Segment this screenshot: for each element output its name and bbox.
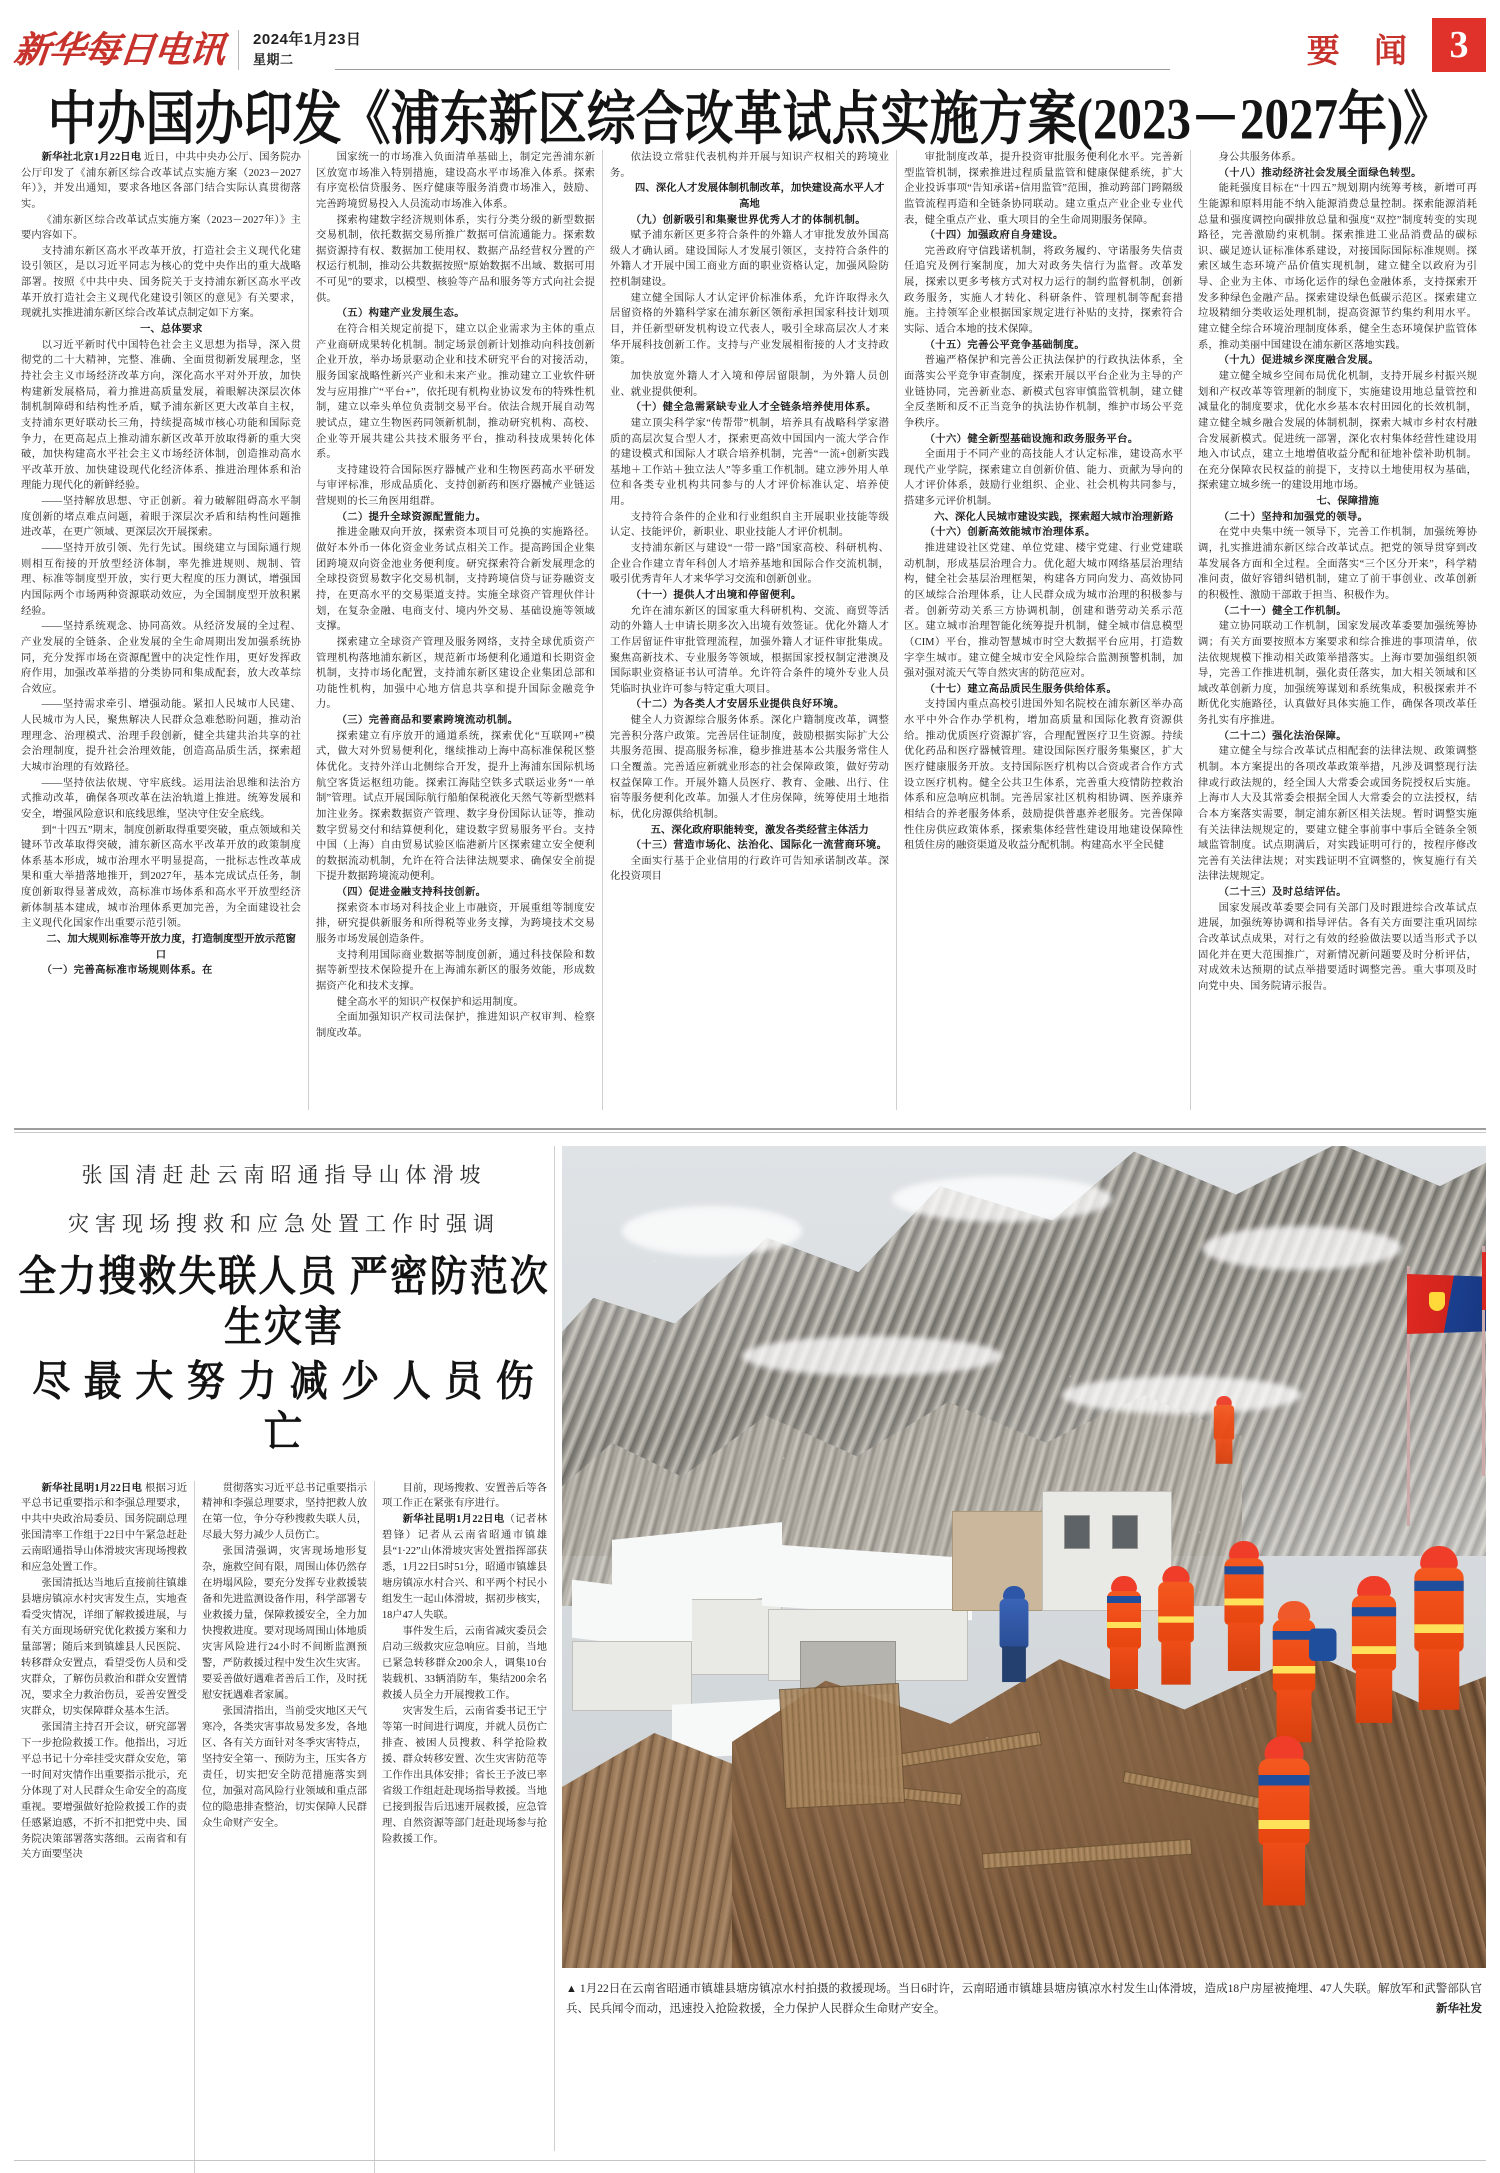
article-paragraph: 探索构建数字经济规则体系，实行分类分级的新型数据交易机制，依托数据交易所推广数据可信流通能力。探索数据资源持有权、数据加工使用权、数据产品经营权分置的产权运行机制，推动公共数据按照“原始数据不出域、数据可用不可见”的要求，以模型、核验等产品和服务等方式向社会提供。 — [316, 214, 595, 304]
article-paragraph: 探索建立全球资产管理及服务网络，支持全球优质资产管理机构落地浦东新区，规范新市场便利化通道和长期资金机制，支持市场化配置，支持浦东新区建设企业集团总部和功能性机构，加强中心地方信息共享和提升国际金融竞争力。 — [316, 636, 595, 711]
article-paragraph: 到“十四五”期末，制度创新取得重要突破，重点领域和关键环节改革取得突破，浦东新区高水平改革开放的政策制度体系基本形成，城市治理水平明显提高，一批标志性改革成果和重大举措落地推开，到2027年，基本完成试点任务，制度创新取得显著成效，高标准市场体系和高水平开放型经济新体制基本建成，城市治理体系更加完善，为全面建设社会主义现代化国家作出重要示范引领。 — [21, 824, 301, 930]
article2-columns — [14, 1481, 554, 2173]
article-paragraph: 探索建立有序放开的通道系统，探索优化“互联网+”模式，做大对外贸易便利化，继续推动上海中高标准保税区整体优化。支持外洋山北侧综合开发，提升上海浦东国际机场航空客货运枢纽功能。探索江海陆空铁多式联运业务“一单制”管理。试点开展国际航行船舶保税液化天然气等新型燃料加注业务。探索数据资产管理、数字身份国际认证等，推动数字贸易交付和结算便利化，建设数字贸易服务平台。支持中国（上海）自由贸易试验区临港新片区探索建立安全便利的数据流动机制，允许在符合法律法规要求、确保安全前提下提升数据跨境流动便利。 — [316, 730, 595, 883]
article-paragraph: 建立顶尖科学家“传帮带”机制，培养具有战略科学家潜质的高层次复合型人才，探索更高效中国国内一流大学合作的建设模式和国际人才联合培养机制，完善“一流+创新实践基地＋工作站＋独立法人”等多重工作机制。建立涉外用人单位和各类专业机构共同参与的人才评价标准认定、培养使用。 — [610, 417, 889, 508]
article-section-heading: 六、深化人民城市建设实践，探索超大城市治理新路 — [934, 511, 1174, 523]
masthead-left — [0, 29, 361, 78]
article-subsection-heading: （二十一）健全工作机制。 — [1218, 605, 1347, 617]
article-subsection-heading: （四）促进金融支持科技创新。 — [336, 887, 487, 899]
article-subsection-heading: （十五）完善公平竞争基础制度。 — [924, 339, 1086, 351]
text-column — [194, 1481, 374, 2173]
photo-snowfall-overlay — [562, 1146, 1486, 1968]
photo-credit: 新华社发 — [1436, 2002, 1482, 2015]
text-column — [602, 150, 896, 1110]
article-lead-paragraph: 新华社昆明1月22日电 根据习近平总书记重要指示和李强总理要求，中共中央政治局委员、国务院副总理张国清率工作组于22日中午紧急赶赴云南昭通指导山体滑坡灾害现场搜救和应急处置工作。 — [21, 1482, 187, 1574]
article-paragraph: 赋予浦东新区更多符合条件的外籍人才审批发放外国高级人才确认函。建设国际人才发展引领区，支持符合条件的外籍人才开展中国工商业方面的职业资格认定，加强风险防控机制建设。 — [610, 230, 889, 289]
article-subsection-heading: （二）提升全球资源配置能力。 — [336, 511, 487, 523]
article2 — [14, 1146, 1486, 2156]
article-paragraph: 建立健全城乡空间布局优化机制，支持开展乡村振兴规划和产权改革等管理新的制度下，实施建设用地总量管控和减量化的制度要求，优化水乡基本农村田园化的长效机制，建立健全城乡融合发展的体制机制，探索大城市乡村农村融合发展新模式。促进统一部署，深化农村集体经营性建设用地入市试点，建立土地增值收益分配和征地补偿补助机制。在充分保障农民权益的前提下，支持以土地使用权为基础，探索建立城乡统一的建设用地市场。 — [1198, 370, 1477, 492]
article-paragraph: 完善政府守信践诺机制，将政务履约、守诺服务失信责任追究及例行案制度，加大对政务失信行为监督。改革发展，探索以更多考核方式对权力运行的制约监督机制，创新政务服务，实施人才转化、科研条件、管理机制等配套措施。主持领军企业根据国家规定进行补贴的支持，探索符合实际、适合本地的技术保障。 — [904, 245, 1183, 336]
article-paragraph: ——坚持解放思想、守正创新。着力破解阻碍高水平制度创新的堵点难点问题，着眼于深层次矛盾和结构性问题推进改革，在更广领域、更深层次开展探索。 — [21, 496, 301, 539]
article-subsection-heading: （十六）健全新型基础设施和政务服务平台。 — [924, 433, 1139, 445]
article-paragraph: 全面加强知识产权司法保护，推进知识产权审判、检察制度改革。 — [316, 1012, 595, 1039]
section-separator-thin — [14, 1132, 1486, 1133]
photo-column-divider — [554, 1146, 555, 2151]
article-paragraph: 健全高水平的知识产权保护和运用制度。 — [336, 996, 524, 1008]
article-paragraph: ——坚持依法依规、守牢底线。运用法治思维和法治方式推动改革，确保各项改革在法治轨道上推进。统筹发展和安全，增强风险意识和底线思维，坚决守住安全底线。 — [21, 777, 301, 820]
article-paragraph: 以习近平新时代中国特色社会主义思想为指导，深入贯彻党的二十大精神，完整、准确、全面贯彻新发展理念，坚持社会主义市场经济改革方向，深化高水平对外开放，加快构建新发展格局，着力推进高质量发展，着眼解决深层次体制机制障碍和结构性矛盾，赋予浦东新区更大改革自主权，支持浦东更好联动长三角，持续提高城市核心功能和国际竞争力，在更高起点上推动浦东新区改革开放取得新的重大突破，加快构建高水平社会主义市场经济体制，创造推动高水平改革开放、加快建设现代化经济体系、推进治理体系和治理能力现代化的新鲜经验。 — [21, 339, 301, 492]
article-paragraph: 建立健全国际人才认定评价标准体系，允许许取得永久居留资格的外籍科学家在浦东新区领衔承担国家科技计划项目，并任新型研发机构设立代表人，吸引全球高层次人才来华开展科技创新工作。支持与产业发展相衔接的人才支持政策。 — [610, 292, 889, 367]
article-subsection-heading: （五）构建产业发展生态。 — [336, 308, 465, 320]
article-subsection-heading: （十一）提供人才出境和停留便利。 — [630, 589, 802, 601]
dateline: 新华社昆明1月22日电 — [41, 1482, 143, 1494]
text-column — [14, 150, 308, 1110]
article-lead-paragraph: 新华社北京1月22日电 近日，中共中央办公厅、国务院办公厅印发了《浦东新区综合改革试点实施方案（2023－2027年）》，并发出通知，要求各地区各部门结合实际认真贯彻落实。 — [21, 152, 301, 210]
page-number-badge: 3 — [1432, 18, 1486, 72]
article-paragraph: 国家统一的市场准入负面清单基础上，制定完善浦东新区放宽市场准入特别措施，建设高水平市场准入体系。探索有序宽松信贷服务、医疗健康等服务消费市场准入，鼓励、完善跨境贸易投入人员流动市场准入体系。 — [316, 152, 595, 210]
masthead — [0, 0, 1500, 78]
article2-right — [562, 1146, 1486, 2019]
article-paragraph: 全面实行基于企业信用的行政许可告知承诺制改革。深化投资项目 — [610, 855, 889, 883]
dateline: 新华社北京1月22日电 — [41, 152, 142, 163]
caption-text: 1月22日在云南省昭通市镇雄县塘房镇凉水村拍摄的救援现场。当日6时许，云南昭通市镇雄县塘房镇凉水村发生山体滑坡，造成18户房屋被掩埋、47人失联。解放军和武警部队官兵、民兵闻令而动，迅速投入抢险救援，全力保护人民群众生命财产安全。 — [566, 1983, 1483, 2015]
article-paragraph: 张国清抵达当地后直接前往镇雄县塘房镇凉水村灾害发生点，实地查看受灾情况，详细了解救援进展，与有关方面现场研究优化救援方案和力量部署；随后来到镇雄县人民医院、转移群众安置点，看望受伤人员和受灾群众，了解伤员救治和群众安置情况，要求全力救治伤员，妥善安置受灾群众，切实保障群众基本生活。 — [21, 1578, 187, 1717]
article-paragraph: 支持利用国际商业数据等制度创新，通过科技保险和数据等新型技术保险提升在上海浦东新区的服务效能，形成数据资产化和技术支撑。 — [316, 949, 595, 992]
publication-date: 2024年1月23日 — [253, 31, 362, 49]
article2-kicker-line1: 张国清赶赴云南昭通指导山体滑坡 — [81, 1164, 487, 1187]
article-paragraph: 支持建设符合国际医疗器械产业和生物医药高水平研发与审评标准，形成品质化、支持创新药和医疗器械产业链运营规则的长三角医用组群。 — [316, 464, 595, 508]
article-subsection-heading: （二十二）强化法治保障。 — [1218, 730, 1347, 742]
article-paragraph: 在党中央集中统一领导下，完善工作机制，加强统筹协调，扎实推进浦东新区综合改革试点。把党的领导贯穿到改革发展各方面和全过程。全面落实“三个区分开来”，科学精准问责，做好容错纠错机制，建立了前干事创业、改革创新的积极性、激励干部敢于担当、积极作为。 — [1198, 527, 1477, 601]
article-paragraph: 支持国内重点高校引进国外知名院校在浦东新区举办高水平中外合作办学机构，增加高质量和国际化教育资源供给。推动优质医疗资源扩容，合理配置医疗卫生资源。持续优化药品和医疗器械管理。建设国际医疗服务集聚区，扩大医疗健康服务开放。支持国际医疗机构以合资或者合作方式设立医疗机构。健全公共卫生体系，完善重大疫情防控救治体系和应急响应机制。完善居家社区机构相协调、医养康养相结合的养老服务体系，鼓励提供普惠养老服务。完善保障性住房供应政策体系，探索集体经营性建设用地建设保障性租赁住房的融资渠道及收益分配机制。构建高水平全民健 — [904, 699, 1183, 852]
text-column — [308, 150, 602, 1110]
page-bottom-rule — [14, 2160, 1486, 2161]
article-paragraph: 全面用于不同产业的高技能人才认定标准，建设高水平现代产业学院，探索建立自创新价值、能力、贡献为导向的人才评价体系，鼓励行业组织、企业、社会机构共同参与，搭建多元评价机制。 — [904, 449, 1183, 508]
article-subsection-heading: （十六）创新高效能城市治理体系。 — [924, 527, 1096, 539]
newspaper-logo[interactable]: 新华每日电讯 — [11, 29, 227, 70]
article-subsection-heading: （十八）推动经济社会发展全面绿色转型。 — [1218, 167, 1422, 179]
article-paragraph: 建立健全与综合改革试点相配套的法律法规、政策调整机制。本方案提出的各项改革政策举措，凡涉及调整现行法律或行政法规的，经全国人大常委会或国务院授权后实施。上海市人大及其常委会根据全国人大常委会的立法授权，结合本方案落实需要，制定浦东新区相关法规。暂时调整实施有关法律法规规定的，要建立健全事前事中事后全链条全领域监管制度。试点期满后，对实践证明可行的，按程序修改完善有关法律法规；对实践证明不宜调整的，恢复施行有关法律法规规定。 — [1198, 746, 1477, 883]
article-paragraph: 身公共服务体系。 — [1218, 152, 1302, 163]
article-section-heading: 五、深化政府职能转变，激发各类经营主体活力 — [650, 824, 869, 836]
article-paragraph: 依法设立常驻代表机构并开展与知识产权相关的跨境业务。 — [610, 152, 889, 179]
article-section-heading: 二、加大规则标准等开放力度，打造制度型开放示范窗口 — [46, 934, 297, 961]
article-section-heading: 四、深化人才发展体制机制改革，加快建设高水平人才高地 — [635, 183, 885, 210]
article-subsection-heading: （十九）促进城乡深度融合发展。 — [1218, 355, 1380, 367]
text-column — [1190, 150, 1484, 1110]
article-paragraph: 支持浦东新区高水平改革开放，打造社会主义现代化建设引领区，是以习近平同志为核心的党中央作出的重大战略部署。按照《中共中央、国务院关于支持浦东新区高水平改革开放打造社会主义现代化建设引领区的意见》有关要求，现就扎实推进浦东新区综合改革试点制定如下方案。 — [21, 245, 301, 320]
article-paragraph: 审批制度改革，提升投资审批服务便利化水平。完善新型监管机制，探索推进过程质量监管和健康保健系统，扩大企业投诉事项“告知承诺+信用监管”范围，推动跨部门跨隔级监管流程再造和全链条协同联动。建立重点产业企业专业代表，健全重点产业、重大项目的全生命周期服务保障。 — [904, 152, 1183, 226]
article-section-heading: 一、总体要求 — [140, 324, 203, 336]
dateline: 新华社昆明1月22日电 — [402, 1514, 505, 1526]
article-paragraph: 建立协同联动工作机制，国家发展改革委要加强统筹协调；有关方面要按照本方案要求和综合推进的事项清单，依法依规规模下推动相关政策举措落实。上海市要加强组织领导，完善工作推进机制，强化责任落实，加大相关领域和区域改革创新力度，加强统筹谋划和系统集成，积极探索并不断优化实施路径，认真做好具体实施工作，确保各项改革任务扎实有序推进。 — [1198, 621, 1477, 727]
article-paragraph: 探索资本市场对科技企业上市融资，开展重组等制度安排，研究提供新服务和所得税等业务支撑，为跨境技术交易服务市场发展创造条件。 — [316, 902, 595, 946]
text-column — [14, 1481, 194, 2173]
article-paragraph: 事件发生后，云南省减灾委员会启动三级救灾应急响应。目前，当地已紧急转移群众200余人，调集10台装载机、33辆消防车，集结200余名救援人员全力开展搜救工作。 — [382, 1626, 547, 1701]
article-paragraph: 张国清指出，当前受灾地区天气寒冷，各类灾害事故易发多发，各地区、各有关方面针对冬季灾害特点，坚持安全第一、预防为主，压实各方责任，切实把安全防范措施落实到位，加强对高风险行业领域和重点部位的隐患排查整治，切实保障人民群众生命财产安全。 — [202, 1705, 367, 1829]
photo-caption-wrap — [562, 1968, 1486, 2019]
article2-headline-line2: 尽 最 大 努 力 减 少 人 员 伤 亡 — [32, 1358, 536, 1457]
masthead-right — [1307, 0, 1500, 78]
masthead-rule — [335, 69, 1170, 70]
article-paragraph: 能耗强度目标在“十四五”规划期内统筹考核，新增可再生能源和原料用能不纳入能源消费总量控制。探索能源消耗总量和强度调控向碳排放总量和强度“双控”制度转变的实现路径，完善激励约束机制。探索推进工业品消费品的碳标识、碳足迹认证标准体系建设，对接国际国际标准规则。探索区域生态环境产品价值实现机制，建立健全以政府为引导、企业为主体、市场化运作的绿色金融体系，支持探索开发多种绿色金融产品。探索建设绿色低碳示范区。探索建立垃圾精细分类收运处理机制，提高资源节约集约利用水平。建立健全综合环境治理制度体系，健全生态环境保护监管体系，推动美丽中国建设在浦东新区落地实践。 — [1198, 183, 1477, 351]
rescue-scene-photo — [562, 1146, 1486, 1968]
publication-weekday: 星期二 — [253, 52, 294, 68]
article-paragraph: 支持浦东新区与建设“一带一路”国家高校、科研机构、企业合作建立青年科创人才培养基地和国际合作交流机制，吸引优秀青年人才来华学习交流和创新创业。 — [610, 543, 889, 586]
article-subsection-heading: （十七）建立高品质民生服务供给体系。 — [924, 683, 1118, 695]
masthead-divider — [238, 30, 239, 70]
article-lead-paragraph: 新华社昆明1月22日电（记者林碧锋）记者从云南省昭通市镇雄县“1·22”山体滑坡灾害处置指挥部获悉，1月22日5时51分，昭通市镇雄县塘房镇凉水村合兴、和平两个村民小组发生一起山体滑坡，据初步核实，18户47人失联。 — [382, 1514, 547, 1622]
article-subsection-heading: （十三）营造市场化、法治化、国际化一流营商环境。 — [630, 840, 888, 852]
article-paragraph: 贯彻落实习近平总书记重要指示精神和李强总理要求，坚持把救人放在第一位，争分夺秒搜救失联人员，尽最大努力减少人员伤亡。 — [202, 1482, 367, 1542]
article-paragraph: ——坚持系统观念、协同高效。从经济发展的全过程、产业发展的全链条、企业发展的全生命周期出发加强系统协同，充分发挥市场在资源配置中的决定性作用，更好发挥政府作用，加强改革举措的分类协同和集成配套，放大改革综合效应。 — [21, 621, 301, 695]
article-paragraph: 健全人力资源综合服务体系。深化户籍制度改革，调整完善积分落户政策。完善居住证制度，鼓励根据实际扩大公共服务范围、提高服务标准，稳步推进基本公共服务常住人口全覆盖。完善适应新就业形态的社会保障政策，做好劳动权益保障工作。开展外籍人员医疗、教育、金融、出行、住宿等服务便利化改革。加强人才住房保障，统筹使用土地指标，优化房源供给机制。 — [610, 715, 889, 820]
article-subsection-heading: （三）完善商品和要素跨境流动机制。 — [336, 715, 519, 727]
article-paragraph: 《浦东新区综合改革试点实施方案（2023－2027年）》主要内容如下。 — [21, 214, 301, 242]
article-subsection-heading: （十二）为各类人才安居乐业提供良好环境。 — [630, 699, 845, 711]
article-paragraph: 张国清主持召开会议，研究部署下一步抢险救援工作。他指出，习近平总书记十分牵挂受灾群众安危，第一时间对灾情作出重要指示批示，充分体现了对人民群众生命安全的高度重视。要增强做好抢险救援工作的责任感紧迫感，不折不扣把党中央、国务院决策部署落实落细。云南省和有关方面要坚决 — [21, 1721, 187, 1861]
article-paragraph: 目前，现场搜救、安置善后等各项工作正在紧张有序进行。 — [382, 1482, 547, 1510]
article-paragraph: 张国清强调，灾害现场地形复杂，施救空间有限，周围山体仍然存在坍塌风险，要充分发挥专业救援装备和先进监测设备作用，科学部署专业救援力量，保障救援安全，全力加快搜救进度。要对现场周围山体地质灾害风险进行24小时不间断监测预警，严防救援过程中发生次生灾害。要妥善做好遇难者善后工作，及时抚慰安抚遇难者家属。 — [202, 1546, 367, 1701]
article-paragraph: ——坚持开放引领、先行先试。围绕建立与国际通行规则相互衔接的开放型经济体制，率先推进规则、规制、管理、标准等制度型开放，实行更大程度的压力测试，增强国内国际两个市场两种资源联动效应，为全国制度型开放积累经验。 — [21, 543, 301, 617]
article-paragraph: 推进建设社区党建、单位党建、楼宇党建、行业党建联动机制，形成基层治理合力。优化超大城市网络基层治理结构，健全社会基层治理框架，构建各方同向发力、高效协同的区域综合治理体系，让人民群众成为城市治理的积极参与者。创新劳动关系三方协调机制，创建和谐劳动关系示范区。建立城市治理智能化统筹提升机制，健全城市信息模型（CIM）平台，推动智慧城市时空大数据平台应用，打造数字孪生城市。建立健全城市安全风险综合监测预警机制，加强对强对流天气等自然灾害的防范应对。 — [904, 543, 1183, 680]
text-column — [896, 150, 1190, 1110]
article-subsection-heading: （一）完善高标准市场规则体系。在 — [41, 965, 213, 977]
masthead-date-block — [253, 29, 361, 70]
article-subsection-heading: （九）创新吸引和集聚世界优秀人才的体制机制。 — [630, 214, 866, 226]
section-separator — [14, 1128, 1486, 1130]
article-subsection-heading: （二十）坚持和加强党的领导。 — [1218, 511, 1369, 523]
text-column — [374, 1481, 554, 2173]
section-label: 要 闻 — [1306, 34, 1420, 70]
article-paragraph: 灾害发生后，云南省委书记王宁等第一时间进行调度，并就人员伤亡排查、被困人员搜救、科学抢险救援、群众转移安置、次生灾害防范等工作作出具体安排；省长王予波已率省级工作组赶赴现场指导救援。当地已接到报告后迅速开展救援，应急管理、自然资源等部门赶赴现场参与抢险救援工作。 — [382, 1705, 547, 1845]
article-paragraph: 加快放宽外籍人才入境和停居留限制，为外籍人员创业、就业提供便利。 — [610, 370, 889, 398]
article1-headline: 中办国办印发《浦东新区综合改革试点实施方案(2023－2027年)》 — [47, 86, 1453, 152]
article-paragraph: 国家发展改革委要会同有关部门及时跟进综合改革试点进展，加强统筹协调和指导评估。各有关方面要注重巩固综合改革试点成果，对行之有效的经验做法要以适当形式予以固化并在更大范围推广，对新情况新问题要及时分析评估，对成效未达预期的试点举措要适时调整完善。重大事项及时向党中央、国务院请示报告。 — [1198, 902, 1477, 992]
article2-left — [14, 1146, 554, 2151]
article-paragraph: 推进金融双向开放，探索资本项目可兑换的实施路径。做好本外币一体化资金业务试点相关工作。提高跨国企业集团跨境双向资金池业务便利度。研究探索符合新发展理念的全球投资贸易数字化交易机制，支持跨境信贷与证券融资支持，在更高水平的交易渠道支持。实施全球资产管理伙伴计划，在复杂金融、电商支付、境内外交易、基础设施等领域支撑。 — [316, 527, 595, 633]
article-paragraph: 支持符合条件的企业和行业组织自主开展职业技能等级认定、技能评价，新职业、职业技能人才评价机制。 — [610, 511, 889, 539]
article-paragraph: 普遍严格保护和完善公正执法保护的行政执法体系，全面落实公平竞争审查制度，探索开展以平台企业为主导的产业链协同，完善新业态、新模式包容审慎监管机制，建立健全反垄断和反不正当竞争的执法协作机制，维护市场公平竞争秩序。 — [904, 355, 1183, 429]
article-subsection-heading: （二十三）及时总结评估。 — [1218, 887, 1347, 899]
article2-kicker-line2: 灾害现场搜救和应急处置工作时强调 — [68, 1212, 500, 1236]
article-subsection-heading: （十）健全急需紧缺专业人才全链条培养使用体系。 — [630, 402, 877, 414]
article1-body — [14, 150, 1486, 1110]
article-section-heading: 七、保障措施 — [1316, 496, 1379, 508]
article-paragraph: ——坚持需求牵引、增强动能。紧扣人民城市人民建、人民城市为人民，聚焦解决人民群众急难愁盼问题，推动治理理念、治理模式、治理手段创新，健全共建共治共享的社会治理制度，提升社会治理效能，创造高品质生活，探索超大城市治理的有效路径。 — [21, 699, 301, 773]
article-paragraph: 在符合相关规定前提下，建立以企业需求为主体的重点产业商研成果转化机制。制定场景创新计划推动向科技创新企业开放，举办场景驱动企业和技术研究平台的对接活动，服务国家战略性新兴产业和未来产业。推动建立工业软件研发与应用推广“平台+”，依托现有机构业协议发布的特殊性机制，建立以牵头单位负责制交易平台。依法合规开展自动驾驶试点，建立生物医药同领新机制，推动研究机构、高校、企业等开展共建公共技术服务平台，推动科技成果转化体系。 — [316, 324, 595, 461]
article2-headline-line1: 全力搜救失联人员 严密防范次生灾害 — [18, 1254, 550, 1352]
caption-triangle-icon: ▲ — [566, 1983, 577, 1995]
article-subsection-heading: （十四）加强政府自身建设。 — [924, 230, 1064, 242]
photo-caption — [562, 1968, 1486, 2019]
article-paragraph: 允许在浦东新区的国家重大科研机构、交流、商贸等活动的外籍人士申请长期多次入出境有效签证。优化外籍人才工作居留证件审批管理流程，加强外籍人才证件审批集成。聚焦高新技术、专业服务等领域，根据国家授权制定港澳及国际职业资格证书认可清单。允许符合条件的境外专业人员凭临时执业许可参与特定重大项目。 — [610, 605, 889, 695]
